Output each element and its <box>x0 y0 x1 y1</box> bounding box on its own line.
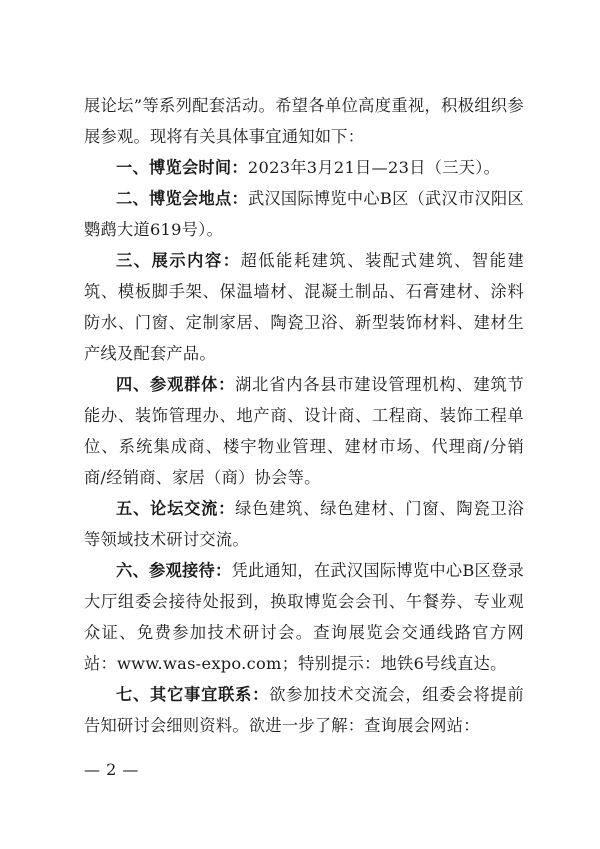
text-exhibit-content: 超低能耗建筑、装配式建筑、智能建筑、模板脚手架、保温墙材、混凝土制品、石膏建材、涂料防水、门窗、定制家居、陶瓷卫浴、新型装饰材料、建材生产线及配套产品。 <box>84 251 524 363</box>
heading-exhibition-time: 一、博览会时间： <box>116 158 248 177</box>
text-exhibition-time: 2023年3月21日—23日（三天）。 <box>247 158 501 177</box>
paragraph-exhibit-content <box>84 245 524 369</box>
paragraph-forum-exchange <box>84 493 524 555</box>
text-visitor-groups: 湖北省内各县市建设管理机构、建筑节能办、装饰管理办、地产商、设计商、工程商、装饰工程单位、系统集成商、楼宇物业管理、建材市场、代理商/分销商/经销商、家居（商）协会等。 <box>84 375 524 487</box>
page-number: — 2 — <box>84 760 139 779</box>
text-forum-exchange: 绿色建筑、绿色建材、门窗、陶瓷卫浴等领域技术研讨交流。 <box>84 499 524 549</box>
heading-exhibit-content: 三、展示内容： <box>116 251 241 270</box>
heading-exhibition-venue: 二、博览会地点： <box>116 189 248 208</box>
paragraph-visitor-groups <box>84 369 524 493</box>
paragraph-exhibition-venue <box>84 183 524 245</box>
text-other-matters: 欲参加技术交流会，组委会将提前告知研讨会细则资料。欲进一步了解：查询展会网站： <box>84 685 524 735</box>
paragraph-intro-text: 展论坛”等系列配套活动。希望各单位高度重视，积极组织参展参观。现将有关具体事宜通知如下： <box>84 96 524 146</box>
paragraph-other-matters <box>84 679 524 741</box>
text-visitor-reception: 凭此通知，在武汉国际博览中心B区登录大厅组委会接待处报到，换取博览会会刊、午餐券、专业观众证、免费参加技术研讨会。查询展览会交通线路官方网站：www.was-expo.com；特别提示：地铁6号线直达。 <box>84 561 525 673</box>
document-body <box>84 90 524 741</box>
heading-other-matters: 七、其它事宜联系： <box>116 685 270 704</box>
text-exhibition-venue: 武汉国际博览中心B区（武汉市汉阳区鹦鹉大道619号）。 <box>84 189 524 239</box>
paragraph-exhibition-time <box>84 152 524 183</box>
paragraph-intro <box>84 90 524 152</box>
heading-visitor-reception: 六、参观接待： <box>116 561 232 580</box>
heading-forum-exchange: 五、论坛交流： <box>116 499 236 518</box>
heading-visitor-groups: 四、参观群体： <box>116 375 236 394</box>
paragraph-visitor-reception <box>84 555 524 679</box>
